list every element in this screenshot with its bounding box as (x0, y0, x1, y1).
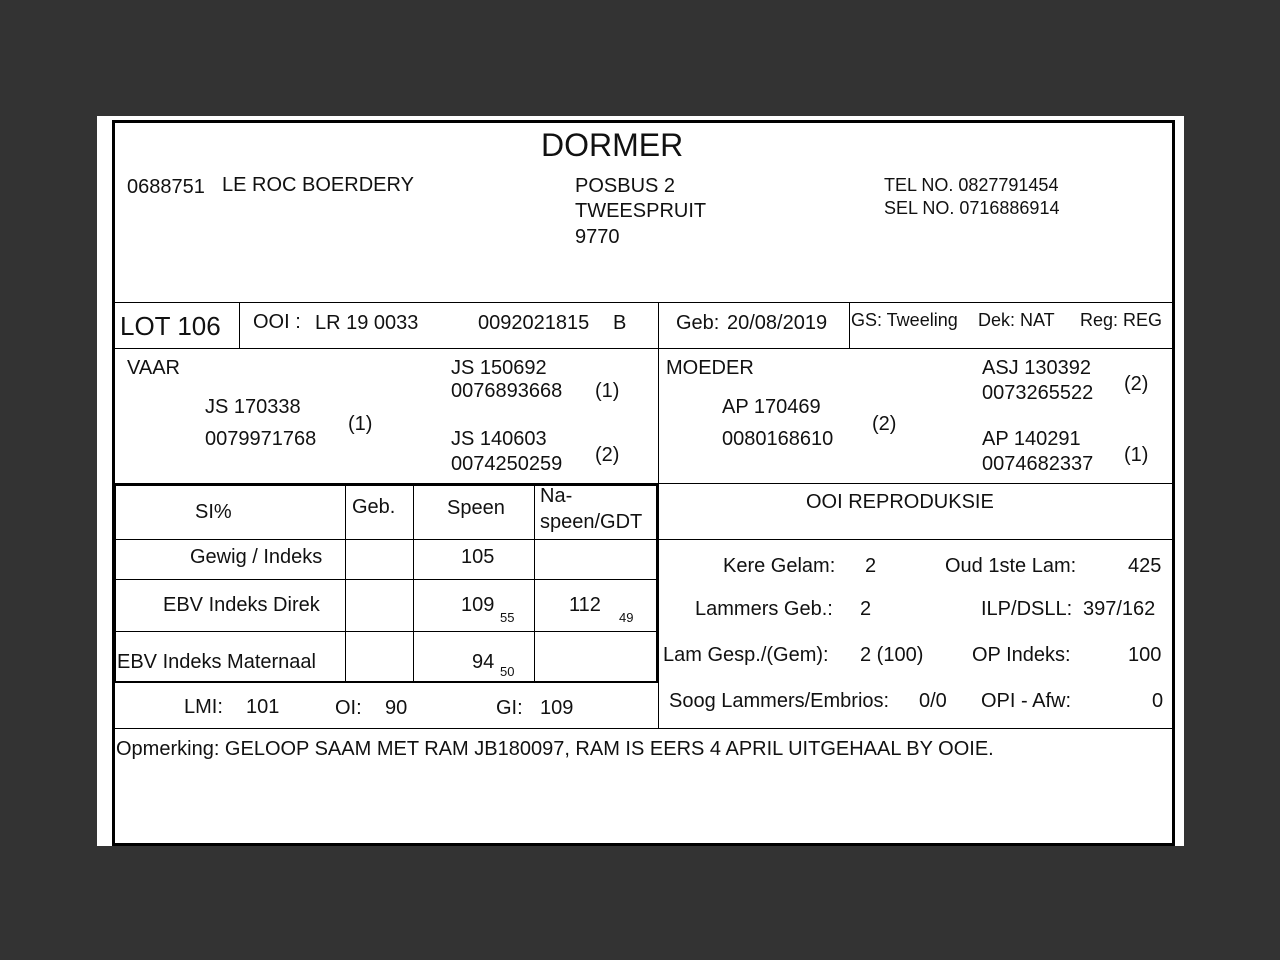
moeder-number: 0080168610 (722, 428, 834, 450)
oi-label: OI: (335, 697, 362, 719)
divider (534, 484, 535, 682)
vaar-dam-number: 0074250259 (451, 453, 563, 475)
vaar-dam-id: JS 140603 (451, 428, 547, 450)
gi-value: 109 (540, 697, 574, 719)
row-label-ebv-direk: EBV Indeks Direk (163, 594, 320, 616)
moeder-id: AP 170469 (722, 396, 821, 418)
divider (849, 302, 850, 348)
vaar-id: JS 170338 (205, 396, 301, 418)
moeder-dam-mark: (1) (1124, 444, 1149, 466)
lammers-value: 2 (860, 598, 872, 620)
ooi-label: OOI : (253, 311, 301, 333)
divider (115, 681, 658, 683)
ilp-value: 397/162 (1083, 598, 1156, 620)
ebv-direk-naspeen: 112 (569, 594, 601, 616)
divider (115, 348, 1173, 349)
owner-number: 0688751 (127, 176, 205, 198)
soog-value: 0/0 (919, 690, 947, 712)
soog-label: Soog Lammers/Embrios: (669, 690, 890, 712)
registration-status: Reg: REG (1080, 310, 1163, 330)
moeder-sire-mark: (2) (1124, 373, 1149, 395)
divider (115, 631, 658, 632)
sel-number: SEL NO. 0716886914 (884, 198, 1060, 218)
ooi-id: LR 19 0033 (315, 312, 419, 334)
moeder-dam-number: 0074682337 (982, 453, 1094, 475)
vaar-sire-number: 0076893668 (451, 380, 563, 402)
geb-header: Geb. (352, 496, 396, 518)
address-line-2: TWEESPRUIT (575, 200, 707, 222)
grade: B (613, 312, 627, 334)
lot-number: LOT 106 (120, 311, 221, 341)
gewig-speen: 105 (461, 546, 495, 568)
moeder-mark: (2) (872, 413, 897, 435)
divider (114, 484, 116, 683)
vaar-number: 0079971768 (205, 428, 317, 450)
gesp-value: 2 (100) (860, 644, 924, 666)
divider (413, 484, 414, 682)
moeder-sire-number: 0073265522 (982, 382, 1094, 404)
address-line-3: 9770 (575, 226, 620, 248)
birth-status: GS: Tweeling (851, 310, 958, 330)
divider (115, 579, 658, 580)
naspeen-header-2: speen/GDT (540, 511, 643, 533)
address-line-1: POSBUS 2 (575, 175, 676, 197)
vaar-label: VAAR (127, 357, 180, 379)
ebv-maternaal-speen-accuracy: 50 (500, 664, 515, 679)
moeder-sire-id: ASJ 130392 (982, 357, 1091, 379)
lmi-label: LMI: (184, 696, 223, 718)
speen-header: Speen (447, 497, 505, 519)
op-label: OP Indeks: (972, 644, 1071, 666)
mating: Dek: NAT (978, 310, 1055, 330)
divider (115, 302, 1173, 303)
divider (115, 484, 658, 486)
remark: Opmerking: GELOOP SAAM MET RAM JB180097, RAM IS EERS 4 APRIL UITGEHAAL BY OOIE. (116, 738, 994, 760)
owner-name: LE ROC BOERDERY (222, 174, 414, 196)
registration-number: 0092021815 (478, 312, 590, 334)
ebv-maternaal-speen: 94 (472, 651, 495, 673)
lammers-label: Lammers Geb.: (695, 598, 833, 620)
gesp-label: Lam Gesp./(Gem): (663, 644, 829, 666)
opi-value: 0 (1152, 690, 1164, 712)
birth-date: 20/08/2019 (727, 312, 828, 334)
vaar-mark: (1) (348, 413, 373, 435)
opi-label: OPI - Afw: (981, 690, 1072, 712)
vaar-dam-mark: (2) (595, 444, 620, 466)
ilp-label: ILP/DSLL: (981, 598, 1073, 620)
row-label-gewig: Gewig / Indeks (190, 546, 323, 568)
divider (658, 302, 659, 729)
oud-value: 425 (1128, 555, 1162, 577)
lmi-value: 101 (246, 696, 280, 718)
naspeen-header-1: Na- (540, 485, 573, 507)
ebv-direk-speen-accuracy: 55 (500, 610, 515, 625)
vaar-sire-mark: (1) (595, 380, 620, 402)
op-value: 100 (1128, 644, 1162, 666)
ebv-direk-speen: 109 (461, 594, 495, 616)
moeder-dam-id: AP 140291 (982, 428, 1081, 450)
divider (115, 539, 1173, 540)
moeder-label: MOEDER (666, 357, 754, 379)
breed-title: DORMER (541, 127, 684, 163)
divider (656, 484, 658, 683)
oi-value: 90 (385, 697, 408, 719)
kere-label: Kere Gelam: (723, 555, 836, 577)
divider (239, 302, 240, 348)
row-label-ebv-maternaal: EBV Indeks Maternaal (117, 651, 316, 673)
oud-label: Oud 1ste Lam: (945, 555, 1077, 577)
reproduction-title: OOI REPRODUKSIE (806, 491, 994, 513)
divider (345, 484, 346, 682)
divider (115, 728, 1173, 729)
card-bottom-border (112, 843, 1175, 846)
birth-label: Geb: (676, 312, 720, 334)
kere-value: 2 (865, 555, 877, 577)
ebv-direk-naspeen-accuracy: 49 (619, 610, 634, 625)
gi-label: GI: (496, 697, 523, 719)
si-header: SI% (195, 501, 232, 523)
tel-number: TEL NO. 0827791454 (884, 175, 1059, 195)
vaar-sire-id: JS 150692 (451, 357, 547, 379)
